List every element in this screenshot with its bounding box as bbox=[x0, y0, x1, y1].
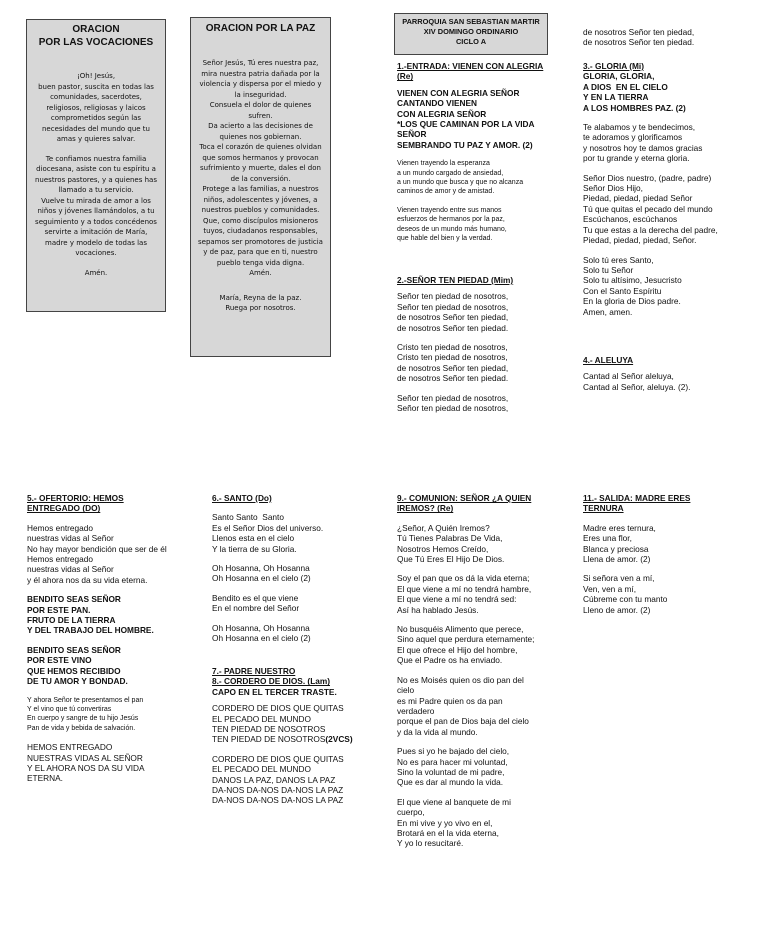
text-line: ¡Oh! Jesús, bbox=[76, 72, 116, 80]
text-line: TEN PIEDAD DE NOSOTROS bbox=[212, 734, 326, 745]
spacer bbox=[397, 666, 562, 675]
text-line: Escúchanos, escúchanos bbox=[583, 214, 678, 225]
text-line: TERNURA bbox=[583, 503, 624, 514]
text-line: Te confiamos nuestra familia bbox=[45, 154, 147, 163]
text-line: Sino la voluntad de mi padre, bbox=[397, 766, 505, 777]
spacer bbox=[27, 687, 202, 696]
text-line: te adoramos y glorificamos bbox=[583, 132, 683, 143]
text-line: la inseguridad. bbox=[234, 90, 287, 99]
text-line: cuerpo, bbox=[397, 807, 425, 818]
text-line: porque el pan de Dios baja del cielo bbox=[397, 716, 529, 727]
text-line: Te alabamos y te bendecimos, bbox=[583, 122, 696, 133]
text-line: tuyos, ciudadanos responsables, bbox=[203, 227, 318, 235]
text-line: vocaciones. bbox=[75, 249, 117, 257]
prayer-vocaciones-title bbox=[27, 23, 165, 49]
text-line: de nosotros Señor ten piedad. bbox=[583, 37, 695, 48]
text-line: A LOS HOMBRES PAZ. (2) bbox=[583, 102, 686, 113]
spacer bbox=[583, 164, 758, 173]
text-line: EL PECADO DEL MUNDO bbox=[212, 713, 311, 724]
spacer bbox=[397, 159, 562, 243]
text-line: Y la tierra de su Gloria. bbox=[212, 543, 297, 554]
aleluya-heading: 4.- ALELUYA bbox=[583, 355, 634, 365]
text-line: El que viene al banquete de mi bbox=[397, 796, 511, 807]
text-line: No es Moisés quien os dio pan del bbox=[397, 674, 524, 685]
text-line: No busquéis Alimento que perece, bbox=[397, 624, 524, 635]
text-line: Oh Hosanna en el cielo (2) bbox=[212, 573, 311, 584]
text-line: Tú Tienes Palabras De Vida, bbox=[397, 533, 503, 544]
text-line: nuestras vidas al Señor bbox=[27, 564, 114, 575]
piedad-section bbox=[397, 275, 562, 413]
text-line: a un mundo que busca y que no alcanza bbox=[397, 179, 524, 187]
text-line: Cristo ten piedad de nosotros, bbox=[397, 342, 508, 353]
text-line: 1.-ENTRADA: VIENEN CON ALEGRIA bbox=[397, 61, 544, 71]
text-line: mira nuestra patria dañada por la bbox=[201, 69, 320, 78]
spacer bbox=[27, 259, 165, 268]
text-line: Santo Santo Santo bbox=[212, 512, 284, 523]
text-line: Amen, amen. bbox=[583, 306, 633, 317]
text-line: y de paz, para que en ti, nuestro bbox=[203, 248, 318, 256]
spacer bbox=[397, 333, 562, 342]
text-line: que hable del bien y la verdad. bbox=[397, 235, 493, 243]
text-line: nuestros pastores, y a quienes has bbox=[35, 175, 157, 184]
liturgy-cycle: CICLO A bbox=[455, 37, 487, 46]
text-line: nuestras vidas al Señor bbox=[27, 533, 114, 544]
text-line: de nosotros Señor ten piedad. bbox=[397, 373, 509, 384]
ofertorio-section bbox=[27, 493, 202, 784]
text-line: nuestros pueblos y comunidades. bbox=[201, 206, 320, 214]
text-line: Nosotros Hemos Creído, bbox=[397, 543, 489, 554]
text-line: El que ofrece el Hijo del hombre, bbox=[397, 644, 518, 655]
prayer-paz-box bbox=[190, 17, 331, 357]
text-line: madre y modelo de todas las bbox=[45, 238, 147, 247]
text-line: Con el Santo Espíritu bbox=[583, 285, 662, 296]
text-line: Que es dar al mundo la vida. bbox=[397, 777, 504, 788]
text-line: Cristo ten piedad de nosotros, bbox=[397, 352, 508, 363]
text-line: Lleno de amor. (2) bbox=[583, 604, 651, 615]
text-line: Vienen trayendo la esperanza bbox=[397, 160, 490, 168]
text-line: Cúbreme con tu manto bbox=[583, 594, 668, 605]
text-line: En la gloria de Dios padre. bbox=[583, 296, 681, 307]
text-line: de nosotros Señor ten piedad, bbox=[583, 27, 695, 37]
text-line: Brotará en el la vida eterna, bbox=[397, 827, 499, 838]
text-line: DE TU AMOR Y BONDAD. bbox=[27, 676, 128, 687]
text-line: Señor Dios Hijo, bbox=[583, 183, 643, 194]
text-line: de nosotros Señor ten piedad, bbox=[397, 362, 509, 373]
spacer bbox=[397, 788, 562, 797]
spacer bbox=[212, 554, 387, 563]
text-line: Soy el pan que os dá la vida eterna; bbox=[397, 573, 530, 584]
text-line: Señor ten piedad de nosotros, bbox=[397, 291, 509, 302]
text-line: Y ahora Señor te presentamos el pan bbox=[27, 696, 144, 704]
spacer bbox=[397, 150, 562, 159]
text-line: ENTREGADO (DO) bbox=[27, 503, 101, 514]
spacer bbox=[397, 197, 562, 206]
text-line: Amén. bbox=[249, 269, 272, 277]
spacer bbox=[212, 503, 387, 512]
text-line: caminos de amor y de amistad. bbox=[397, 188, 495, 196]
ofertorio-heading bbox=[27, 493, 202, 514]
text-line: ORACION bbox=[72, 24, 120, 35]
gloria-section bbox=[583, 61, 758, 317]
text-line: EL PECADO DEL MUNDO bbox=[212, 764, 311, 775]
text-line: Así ha hablado Jesús. bbox=[397, 604, 479, 615]
text-line: por tu grande y eterna gloria. bbox=[583, 153, 690, 164]
text-line: Señor ten piedad de nosotros, bbox=[397, 392, 509, 403]
text-line: necesidades del mundo que tu bbox=[41, 124, 150, 133]
text-line: El que viene a mí no tendrá hambre, bbox=[397, 583, 532, 594]
text-line: Tú que quitas el pecado del mundo bbox=[583, 203, 713, 214]
text-line: Y EL AHORA NOS DA SU VIDA bbox=[27, 762, 145, 773]
text-line: Que, como discípulos misioneros bbox=[202, 216, 318, 225]
prayer-vocaciones-body bbox=[27, 71, 165, 278]
text-line: En mi vive y yo vivo en el, bbox=[397, 817, 493, 828]
text-line: sufren. bbox=[248, 111, 273, 120]
text-line: de nosotros Señor ten piedad, bbox=[397, 312, 509, 323]
text-line: Y EN LA TIERRA bbox=[583, 92, 649, 103]
text-line: María, Reyna de la paz. bbox=[219, 293, 302, 302]
spacer bbox=[397, 615, 562, 624]
text-line: SEÑOR bbox=[397, 129, 427, 140]
text-line: HEMOS ENTREGADO bbox=[27, 742, 113, 753]
text-line: NUESTRAS VIDAS AL SEÑOR bbox=[27, 752, 143, 763]
text-line: QUE HEMOS RECIBIDO bbox=[27, 665, 121, 676]
spacer bbox=[27, 733, 202, 742]
text-line: DANOS LA PAZ, DANOS LA PAZ bbox=[212, 774, 336, 785]
text-line: Ruega por nosotros. bbox=[225, 304, 296, 312]
comunion-heading bbox=[397, 493, 562, 514]
text-line: POR LAS VOCACIONES bbox=[38, 37, 154, 48]
spacer bbox=[583, 514, 753, 523]
text-line: y nosotros hoy te damos gracias bbox=[583, 142, 703, 153]
text-line: que somos hermanos y provocan bbox=[202, 153, 319, 162]
spacer bbox=[27, 585, 202, 594]
spacer bbox=[397, 564, 562, 573]
text-line: DA-NOS DA-NOS DA-NOS LA PAZ bbox=[212, 785, 344, 796]
text-line: No hay mayor bendición que ser de él bbox=[27, 543, 167, 554]
text-line: Oh Hosanna en el cielo (2) bbox=[212, 633, 311, 644]
comunion-section bbox=[397, 493, 562, 849]
salida-heading bbox=[583, 493, 753, 514]
text-line: Blanca y preciosa bbox=[583, 543, 649, 554]
text-line: GLORIA, GLORIA, bbox=[583, 71, 655, 82]
text-line: niños, adolescentes y jóvenes, a bbox=[203, 195, 318, 204]
text-line: Y yo lo resucitaré. bbox=[397, 838, 464, 849]
entrada-section bbox=[397, 61, 562, 244]
piedad-continued bbox=[583, 27, 753, 48]
text-line: amas y quieres salvar. bbox=[56, 135, 136, 143]
text-line: CON ALEGRIA SEÑOR bbox=[397, 108, 487, 119]
text-line: violencia y dispersa por el miedo y bbox=[199, 80, 322, 88]
text-line: SEMBRANDO TU PAZ Y AMOR. (2) bbox=[397, 139, 533, 150]
text-line: verdadero bbox=[397, 705, 435, 716]
aleluya-section bbox=[583, 355, 753, 392]
text-line: Señor ten piedad de nosotros, bbox=[397, 301, 509, 312]
text-line: seguimiento y a todos concédenos bbox=[35, 217, 157, 226]
text-line: DA-NOS DA-NOS DA-NOS LA PAZ bbox=[212, 795, 344, 806]
text-line: (Re) bbox=[397, 71, 414, 82]
text-line: Oh Hosanna, Oh Hosanna bbox=[212, 622, 310, 633]
text-line: niños y jóvenes llamándolos, a tu bbox=[37, 207, 155, 215]
text-line: El que viene a mí no tendrá sed: bbox=[397, 594, 517, 605]
text-line: es mi Padre quien os da pan bbox=[397, 695, 503, 706]
text-line: a un mundo cargado de ansiedad, bbox=[397, 169, 504, 177]
text-line: BENDITO SEAS SEÑOR bbox=[27, 594, 121, 605]
text-line: CANTANDO VIENEN bbox=[397, 98, 478, 109]
entrada-heading bbox=[397, 61, 562, 82]
text-line: ETERNA. bbox=[27, 773, 63, 784]
text-line: POR ESTE VINO bbox=[27, 655, 92, 666]
text-line: Piedad, piedad, piedad, Señor. bbox=[583, 235, 697, 246]
text-line: 9.- COMUNION: SEÑOR ¿A QUIEN bbox=[397, 493, 532, 503]
prayer-paz-title: ORACION POR LA PAZ bbox=[205, 23, 316, 34]
text-line: TEN PIEDAD DE NOSOTROS bbox=[212, 724, 326, 735]
text-line: llamado a tu servicio. bbox=[58, 186, 134, 194]
text-line: Si señora ven a mí, bbox=[583, 573, 655, 584]
spacer bbox=[27, 696, 202, 734]
text-line: Oh Hosanna, Oh Hosanna bbox=[212, 563, 310, 574]
gloria-heading: 3.- GLORIA (Mi) bbox=[583, 61, 644, 71]
parish-name: PARROQUIA SAN SEBASTIAN MARTIR bbox=[402, 17, 540, 26]
cordero-heading: 8.- CORDERO DE DIOS. (Lam) bbox=[212, 676, 331, 687]
capo-note: CAPO EN EL TERCER TRASTE. bbox=[212, 686, 337, 697]
text-line: Consuela el dolor de quienes bbox=[209, 101, 312, 109]
spacer bbox=[212, 745, 387, 754]
text-line: FRUTO DE LA TIERRA bbox=[27, 615, 116, 626]
piedad-heading: 2.-SEÑOR TEN PIEDAD (Mim) bbox=[397, 275, 514, 285]
spacer bbox=[191, 279, 330, 293]
parish-header-box bbox=[394, 13, 548, 55]
text-line: quienes nos gobiernan. bbox=[219, 132, 302, 141]
salida-section bbox=[583, 493, 753, 615]
text-line: sepamos ser promotores de justicia bbox=[198, 237, 323, 246]
spacer bbox=[27, 514, 202, 523]
text-line: Tu que estas a la derecha del padre, bbox=[583, 224, 718, 235]
text-line: Ven, ven a mí, bbox=[583, 583, 637, 594]
text-line: y da la vida al mundo. bbox=[397, 726, 478, 737]
text-line bbox=[212, 734, 387, 744]
text-line: Vienen trayendo entre sus manos bbox=[397, 206, 502, 214]
text-line: de la conversión. bbox=[230, 174, 291, 183]
santo-section bbox=[212, 493, 387, 643]
text-line: Amén. bbox=[84, 268, 108, 277]
text-line: de nosotros Señor ten piedad. bbox=[397, 322, 509, 333]
text-line: sufrimiento y muerte, dales el don bbox=[200, 164, 321, 172]
text-line: 11.- SALIDA: MADRE ERES bbox=[583, 493, 691, 503]
text-line: servirte a imitación de María, bbox=[44, 228, 148, 236]
text-line: Hemos entregado bbox=[27, 522, 93, 533]
spacer bbox=[583, 113, 758, 122]
text-line: Llenos esta en el cielo bbox=[212, 533, 295, 544]
text-line: En el nombre del Señor bbox=[212, 603, 300, 614]
text-line: Sino aquel que perdura eternamente; bbox=[397, 634, 535, 645]
text-line: Madre eres ternura, bbox=[583, 522, 656, 533]
text-line: Protege a las familias, a nuestros bbox=[202, 185, 319, 193]
padre-nuestro-heading: 7.- PADRE NUESTRO bbox=[212, 666, 296, 676]
text-line: Cantad al Señor aleluya, bbox=[583, 371, 674, 382]
text-line: Y DEL TRABAJO DEL HOMBRE. bbox=[27, 625, 154, 636]
spacer bbox=[212, 584, 387, 593]
spacer bbox=[212, 614, 387, 623]
text-line: Solo tu altísimo, Jesucristo bbox=[583, 275, 682, 286]
prayer-vocaciones-box bbox=[26, 19, 166, 312]
text-line: Eres una flor, bbox=[583, 533, 632, 544]
text-line: CORDERO DE DIOS QUE QUITAS bbox=[212, 753, 344, 764]
text-line: religiosos, religiosas y laicos bbox=[46, 103, 146, 112]
text-line: Señor Dios nuestro, (padre, padre) bbox=[583, 172, 712, 183]
text-line: IREMOS? (Re) bbox=[397, 503, 454, 514]
text-line: Toca el corazón de quienes olvidan bbox=[199, 143, 322, 151]
text-line: Señor Jesús, Tú eres nuestra paz, bbox=[202, 59, 319, 67]
spacer bbox=[27, 145, 165, 154]
text-line: BENDITO SEAS SEÑOR bbox=[27, 644, 121, 655]
spacer bbox=[397, 514, 562, 523]
text-line: *LOS QUE CAMINAN POR LA VIDA bbox=[397, 119, 535, 130]
text-line: Señor ten piedad de nosotros, bbox=[397, 403, 509, 414]
spacer bbox=[583, 246, 758, 255]
text-line: y él ahora nos da su vida eterna. bbox=[27, 574, 148, 585]
text-line: 5.- OFERTORIO: HEMOS bbox=[27, 493, 124, 503]
text-line: ¿Señor, A Quién Iremos? bbox=[397, 522, 490, 533]
padre-cordero-section bbox=[212, 666, 387, 806]
text-line: Es el Señor Dios del universo. bbox=[212, 522, 324, 533]
text-line: No es para hacer mi voluntad, bbox=[397, 756, 508, 767]
text-line: Que el Padre os ha enviado. bbox=[397, 655, 503, 666]
text-line: cielo bbox=[397, 685, 415, 696]
text-line: (2VCS) bbox=[325, 734, 353, 745]
text-line: CORDERO DE DIOS QUE QUITAS bbox=[212, 703, 344, 714]
text-line: Hemos entregado bbox=[27, 554, 93, 565]
text-line: En cuerpo y sangre de tu hijo Jesús bbox=[27, 715, 139, 723]
text-line: Piedad, piedad, piedad Señor bbox=[583, 193, 693, 204]
text-line: pueblo tenga vida digna. bbox=[216, 258, 305, 267]
liturgy-sunday: XIV DOMINGO ORDINARIO bbox=[423, 27, 519, 36]
spacer bbox=[397, 737, 562, 746]
text-line: Que Tú Eres El Hijo De Dios. bbox=[397, 554, 505, 565]
text-line: Pues si yo he bajado del cielo, bbox=[397, 746, 510, 757]
prayer-paz-body bbox=[191, 58, 330, 314]
text-line: POR ESTE PAN. bbox=[27, 604, 91, 615]
text-line: Llena de amor. (2) bbox=[583, 554, 651, 565]
text-line: comprometidos según las bbox=[50, 114, 142, 122]
spacer bbox=[27, 636, 202, 645]
text-line: A DIOS EN EL CIELO bbox=[583, 81, 668, 92]
text-line: Vuelve tu mirada de amor a los bbox=[41, 196, 151, 205]
text-line: Pan de vida y bebida de salvación. bbox=[27, 724, 136, 732]
text-line: comunidades, sacerdotes, bbox=[50, 93, 142, 101]
text-line: Solo tu Señor bbox=[583, 264, 634, 275]
text-line: buen pastor, suscita en todas las bbox=[38, 82, 154, 91]
text-line: Bendito es el que viene bbox=[212, 592, 299, 603]
santo-heading: 6.- SANTO (Do) bbox=[212, 493, 272, 503]
text-line: Solo tú eres Santo, bbox=[583, 254, 654, 265]
text-line: diocesana, asiste con tu espíritu a bbox=[36, 165, 156, 173]
spacer bbox=[397, 384, 562, 393]
text-line: Da acierto a las decisiones de bbox=[208, 122, 313, 130]
text-line: deseos de un mundo más humano, bbox=[397, 225, 507, 233]
text-line: VIENEN CON ALEGRIA SEÑOR bbox=[397, 87, 520, 98]
text-line: esfuerzos de hermanos por la paz, bbox=[397, 216, 505, 224]
spacer bbox=[583, 564, 753, 573]
text-line: Y el vino que tú convertiras bbox=[27, 705, 112, 713]
text-line: Cantad al Señor, aleluya. (2). bbox=[583, 381, 691, 392]
